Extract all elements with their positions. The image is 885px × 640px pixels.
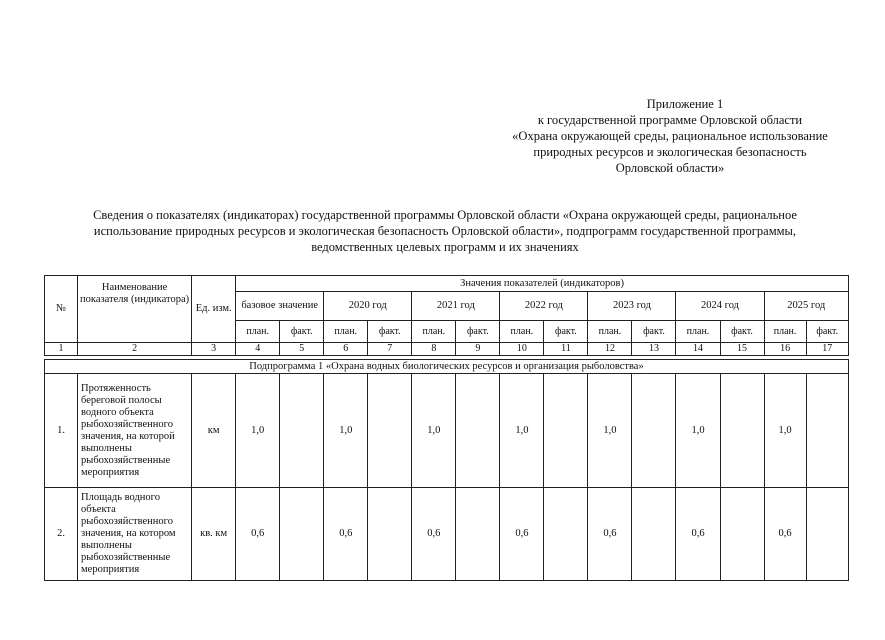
value-cell [456, 374, 500, 488]
column-number: 13 [632, 343, 676, 356]
table-row [45, 374, 849, 488]
title-line: Сведения о показателях (индикаторах) государственной программы Орловской области «Охрана окружающей среды, рациональное [93, 208, 797, 222]
row-number: 1. [45, 374, 78, 488]
column-number: 16 [764, 343, 806, 356]
header-period: 2024 год [676, 292, 764, 321]
value-cell [544, 488, 588, 581]
appendix-line: Орловской области» [615, 161, 725, 175]
header-plan: план. [764, 321, 806, 343]
value-cell [280, 374, 324, 488]
header-fact: факт. [544, 321, 588, 343]
column-number: 14 [676, 343, 720, 356]
value-cell: 1,0 [764, 374, 806, 488]
value-cell: 1,0 [324, 374, 368, 488]
value-cell [720, 488, 764, 581]
header-values: Значения показателей (индикаторов) [236, 276, 849, 292]
value-cell [280, 488, 324, 581]
header-plan: план. [324, 321, 368, 343]
value-cell [720, 374, 764, 488]
value-cell [806, 488, 848, 581]
column-number: 8 [412, 343, 456, 356]
header-plan: план. [412, 321, 456, 343]
header-fact: факт. [368, 321, 412, 343]
value-cell: 1,0 [588, 374, 632, 488]
header-period: 2021 год [412, 292, 500, 321]
document-title [40, 207, 850, 255]
column-number: 5 [280, 343, 324, 356]
value-cell: 0,6 [236, 488, 280, 581]
indicator-name: Протяженность береговой полосы водного объекта рыбохозяйственного значения, на которой выполнены рыбохозяйственные мероприятия [78, 374, 192, 488]
table-row [45, 488, 849, 581]
column-number: 9 [456, 343, 500, 356]
header-period: 2025 год [764, 292, 848, 321]
value-cell: 0,6 [412, 488, 456, 581]
header-period: 2020 год [324, 292, 412, 321]
value-cell: 0,6 [588, 488, 632, 581]
value-cell [456, 488, 500, 581]
appendix-line: «Охрана окружающей среды, рациональное использование [512, 129, 828, 143]
header-number: № [45, 276, 78, 343]
indicator-name: Площадь водного объекта рыбохозяйственного значения, на котором выполнены рыбохозяйственные мероприятия [78, 488, 192, 581]
title-line: ведомственных целевых программ и их значениях [311, 240, 579, 254]
header-unit: Ед. изм. [192, 276, 236, 343]
column-number: 3 [192, 343, 236, 356]
value-cell [368, 488, 412, 581]
value-cell [544, 374, 588, 488]
value-cell: 0,6 [676, 488, 720, 581]
value-cell: 1,0 [676, 374, 720, 488]
appendix-header [480, 96, 860, 176]
header-plan: план. [588, 321, 632, 343]
subprogram-title: Подпрограмма 1 «Охрана водных биологических ресурсов и организация рыболовства» [45, 360, 849, 374]
value-cell [632, 374, 676, 488]
column-number: 7 [368, 343, 412, 356]
value-cell: 0,6 [324, 488, 368, 581]
column-number: 1 [45, 343, 78, 356]
value-cell: 1,0 [236, 374, 280, 488]
row-number: 2. [45, 488, 78, 581]
value-cell [632, 488, 676, 581]
header-fact: факт. [456, 321, 500, 343]
indicator-unit: км [192, 374, 236, 488]
column-number: 4 [236, 343, 280, 356]
value-cell: 0,6 [500, 488, 544, 581]
header-indicator-name: Наименование показателя (индикатора) [78, 276, 192, 343]
header-period: 2023 год [588, 292, 676, 321]
header-fact: факт. [632, 321, 676, 343]
column-number: 11 [544, 343, 588, 356]
header-period: базовое значение [236, 292, 324, 321]
column-number: 6 [324, 343, 368, 356]
value-cell: 1,0 [500, 374, 544, 488]
header-fact: факт. [806, 321, 848, 343]
header-plan: план. [236, 321, 280, 343]
header-period: 2022 год [500, 292, 588, 321]
appendix-line: природных ресурсов и экологическая безопасность [533, 145, 807, 159]
header-plan: план. [676, 321, 720, 343]
indicator-unit: кв. км [192, 488, 236, 581]
header-fact: факт. [720, 321, 764, 343]
title-line: использование природных ресурсов и экологическая безопасность Орловской области», подпрограмм государственной программы, [93, 224, 797, 238]
column-number: 17 [806, 343, 848, 356]
value-cell: 0,6 [764, 488, 806, 581]
value-cell [368, 374, 412, 488]
header-plan: план. [500, 321, 544, 343]
indicators-table [44, 275, 849, 581]
column-number: 10 [500, 343, 544, 356]
column-number: 12 [588, 343, 632, 356]
header-fact: факт. [280, 321, 324, 343]
appendix-line: Приложение 1 [646, 97, 724, 111]
column-number: 15 [720, 343, 764, 356]
column-number: 2 [78, 343, 192, 356]
appendix-line: к государственной программе Орловской области [537, 113, 803, 127]
value-cell: 1,0 [412, 374, 456, 488]
value-cell [806, 374, 848, 488]
